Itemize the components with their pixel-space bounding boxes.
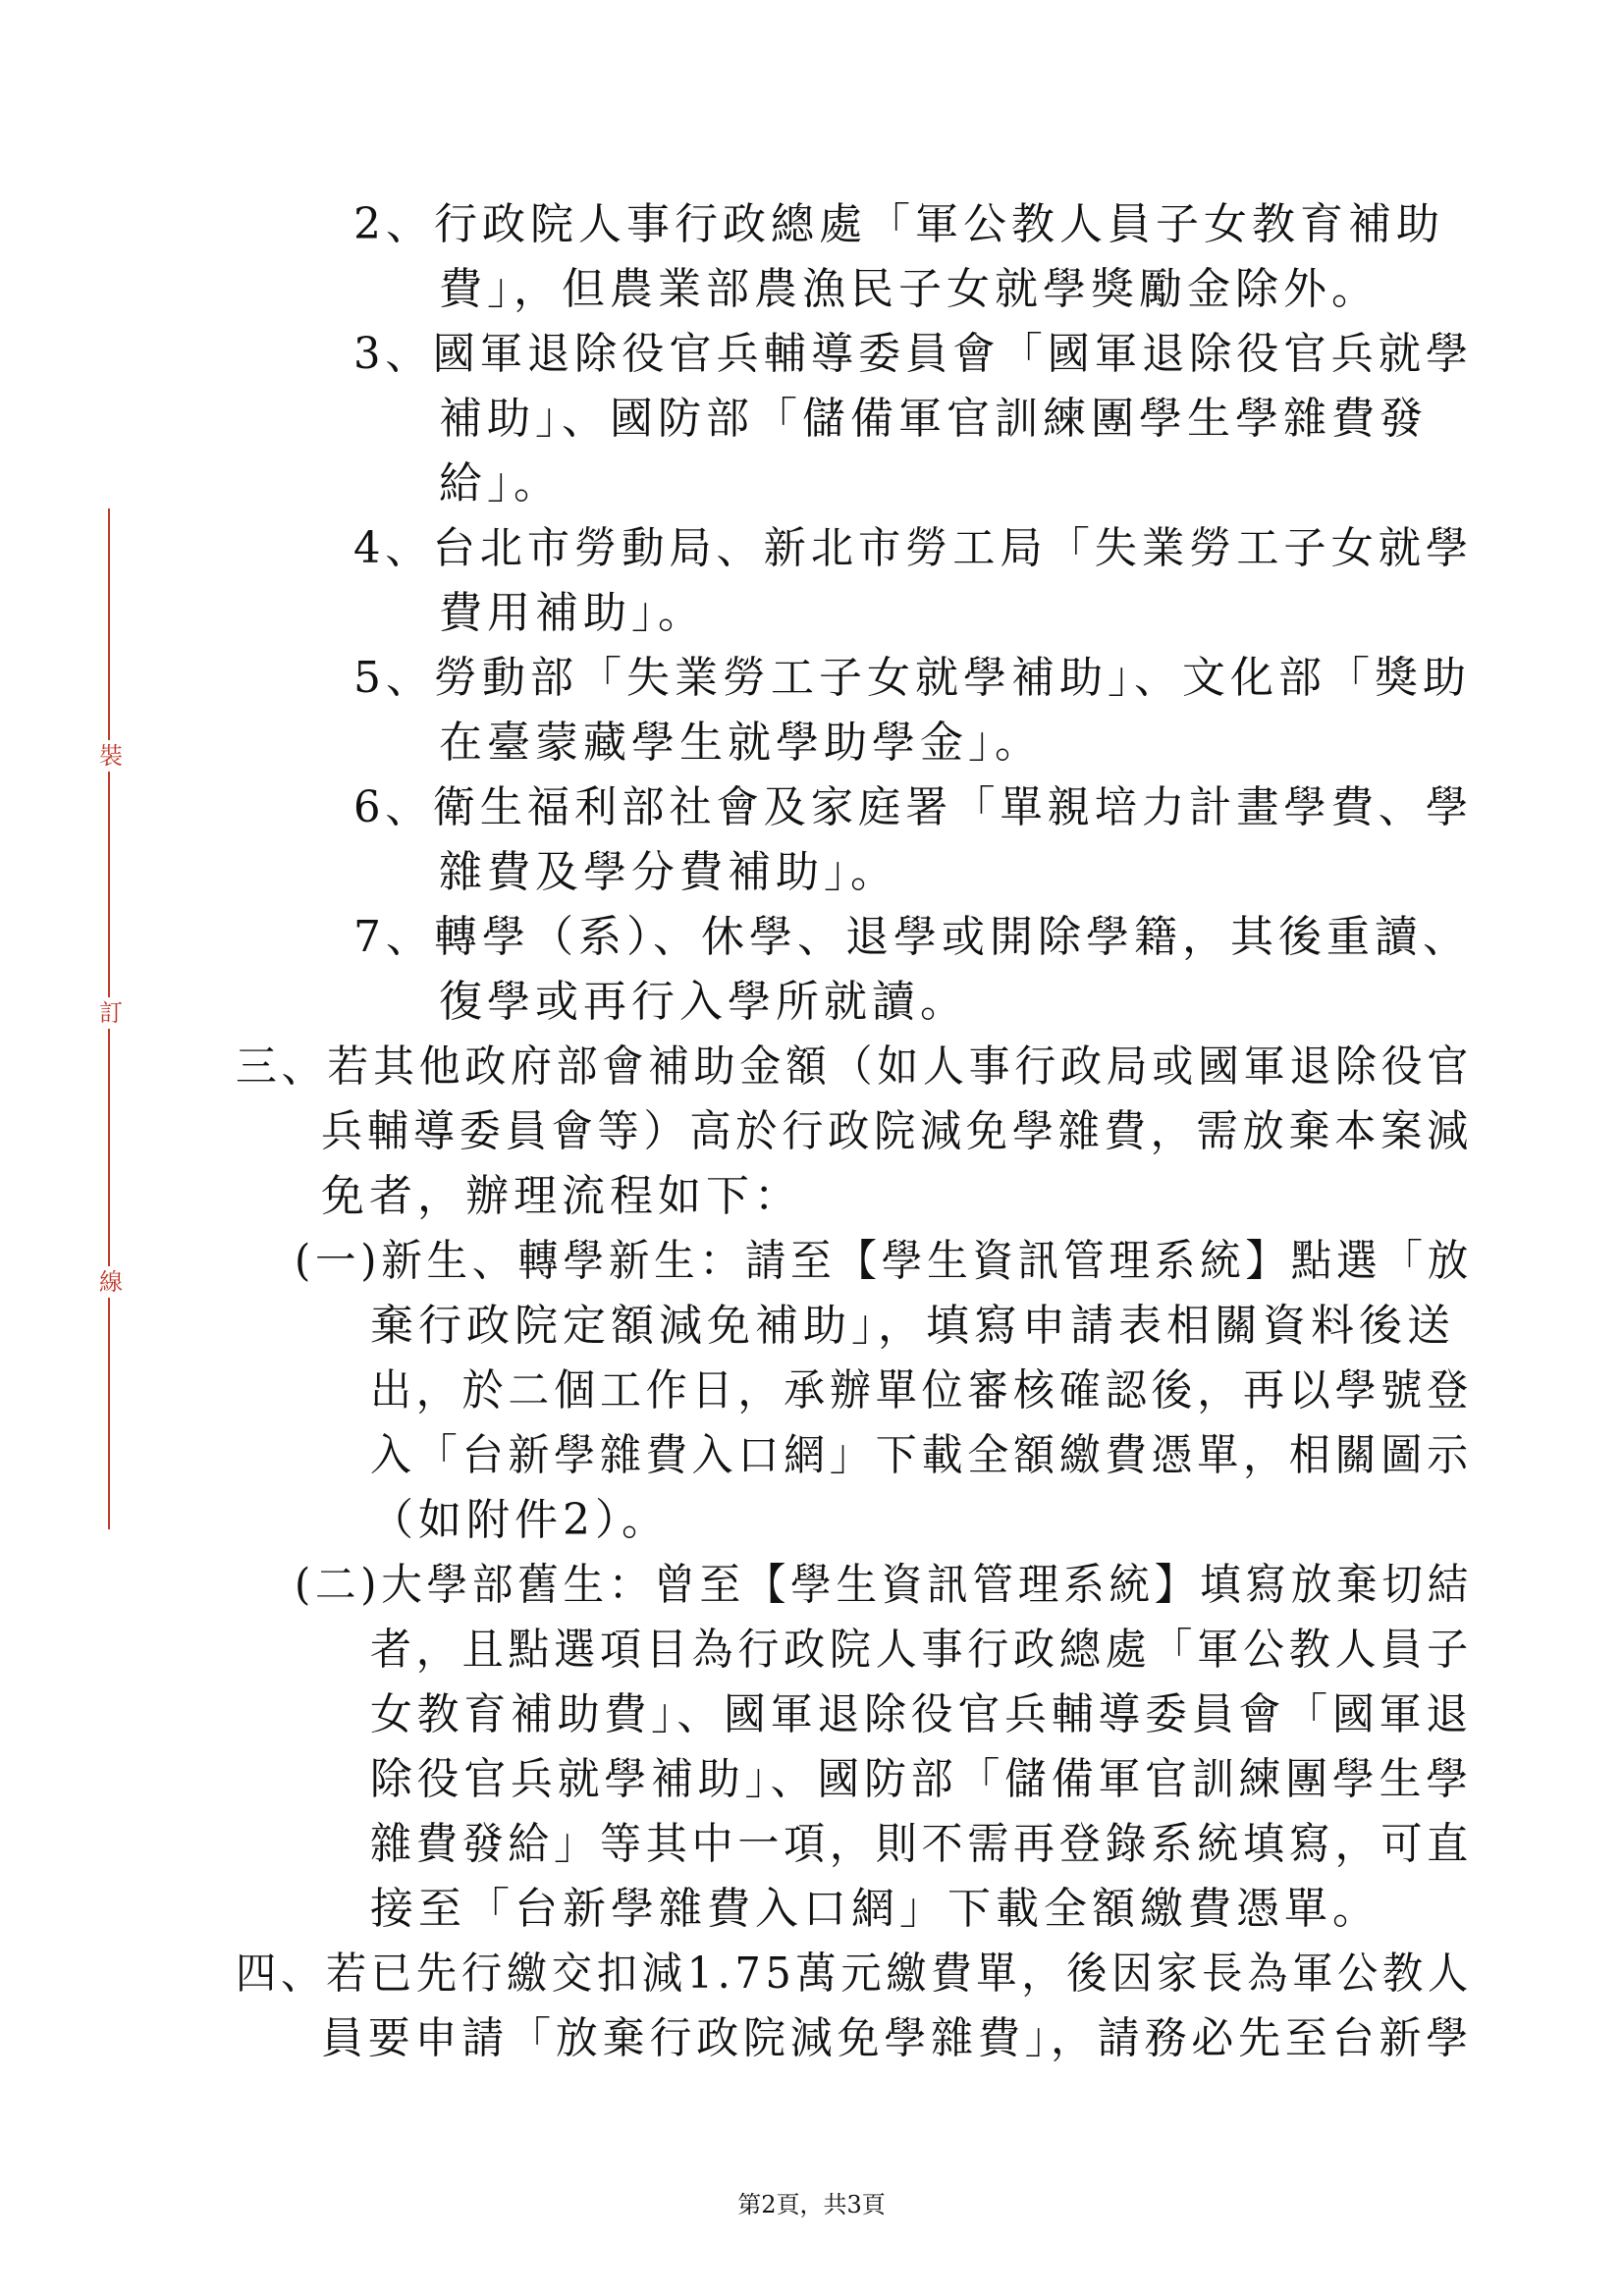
- sub-2-line-4: 除役官兵就學補助」、國防部「儲備軍官訓練團學生學: [370, 1754, 1473, 1804]
- section-3-line-3: 免者，辦理流程如下：: [321, 1171, 802, 1221]
- sub-1-line-2: 棄行政院定額減免補助」，填寫申請表相關資料後送: [370, 1301, 1455, 1351]
- sub-1-line-4: 入「台新學雜費入口網」下載全額繳費憑單，相關圖示: [370, 1430, 1473, 1480]
- sub-2-line-5: 雜費發給」等其中一項，則不需再登錄系統填寫，可直: [370, 1819, 1473, 1869]
- item-3-line-2: 補助」、國防部「儲備軍官訓練團學生學雜費發: [439, 394, 1428, 444]
- binding-margin-guide: [98, 508, 124, 1529]
- item-4-line-1: 4、台北市勞動局、新北市勞工局「失業勞工子女就學: [353, 523, 1474, 573]
- item-5-line-2: 在臺蒙藏學生就學助學金」。: [439, 718, 1043, 768]
- section-3-line-2: 兵輔導委員會等）高於行政院減免學雜費，需放棄本案減: [321, 1106, 1474, 1156]
- section-4-line-2: 員要申請「放棄行政院減免學雜費」，請務必先至台新學: [321, 2013, 1474, 2063]
- item-7-line-1: 7、轉學（系）、休學、退學或開除學籍，其後重讀、: [353, 912, 1471, 962]
- item-3-line-1: 3、國軍退除役官兵輔導委員會「國軍退除役官兵就學: [353, 329, 1474, 379]
- sub-1-line-1: (一)新生、轉學新生：請至【學生資訊管理系統】點選「放: [295, 1236, 1474, 1286]
- binding-label-zhuang: 裝: [99, 742, 123, 770]
- sub-2-line-2: 者，且點選項目為行政院人事行政總處「軍公教人員子: [370, 1625, 1473, 1675]
- item-4-line-2: 費用補助」。: [439, 588, 706, 638]
- sub-2-line-6: 接至「台新學雜費入口網」下載全額繳費憑單。: [370, 1884, 1380, 1934]
- section-4-line-1: 四、若已先行繳交扣減1.75萬元繳費單，後因家長為軍公教人: [236, 1949, 1473, 1999]
- section-3-line-1: 三、若其他政府部會補助金額（如人事行政局或國軍退除役官: [236, 1041, 1474, 1092]
- item-6-line-1: 6、衛生福利部社會及家庭署「單親培力計畫學費、學: [353, 782, 1474, 832]
- sub-2-line-1: (二)大學部舊生：曾至【學生資訊管理系統】填寫放棄切結: [295, 1560, 1474, 1610]
- item-5-line-1: 5、勞動部「失業勞工子女就學補助」、文化部「獎助: [353, 653, 1471, 703]
- binding-label-ding: 訂: [99, 999, 123, 1027]
- item-3-line-3: 給」。: [439, 458, 562, 508]
- page-number: 第2頁，共3頁: [737, 2191, 886, 2218]
- item-7-line-2: 復學或再行入學所就讀。: [439, 977, 968, 1027]
- sub-1-line-5: （如附件2）。: [370, 1495, 670, 1545]
- binding-label-xian: 線: [99, 1268, 123, 1296]
- item-2-line-1: 2、行政院人事行政總處「軍公教人員子女教育補助: [353, 199, 1444, 249]
- sub-2-line-3: 女教育補助費」、國軍退除役官兵輔導委員會「國軍退: [370, 1689, 1473, 1739]
- item-6-line-2: 雜費及學分費補助」。: [439, 847, 898, 897]
- item-2-line-2: 費」，但農業部農漁民子女就學獎勵金除外。: [439, 264, 1380, 314]
- sub-1-line-3: 出，於二個工作日，承辦單位審核確認後，再以學號登: [370, 1365, 1473, 1415]
